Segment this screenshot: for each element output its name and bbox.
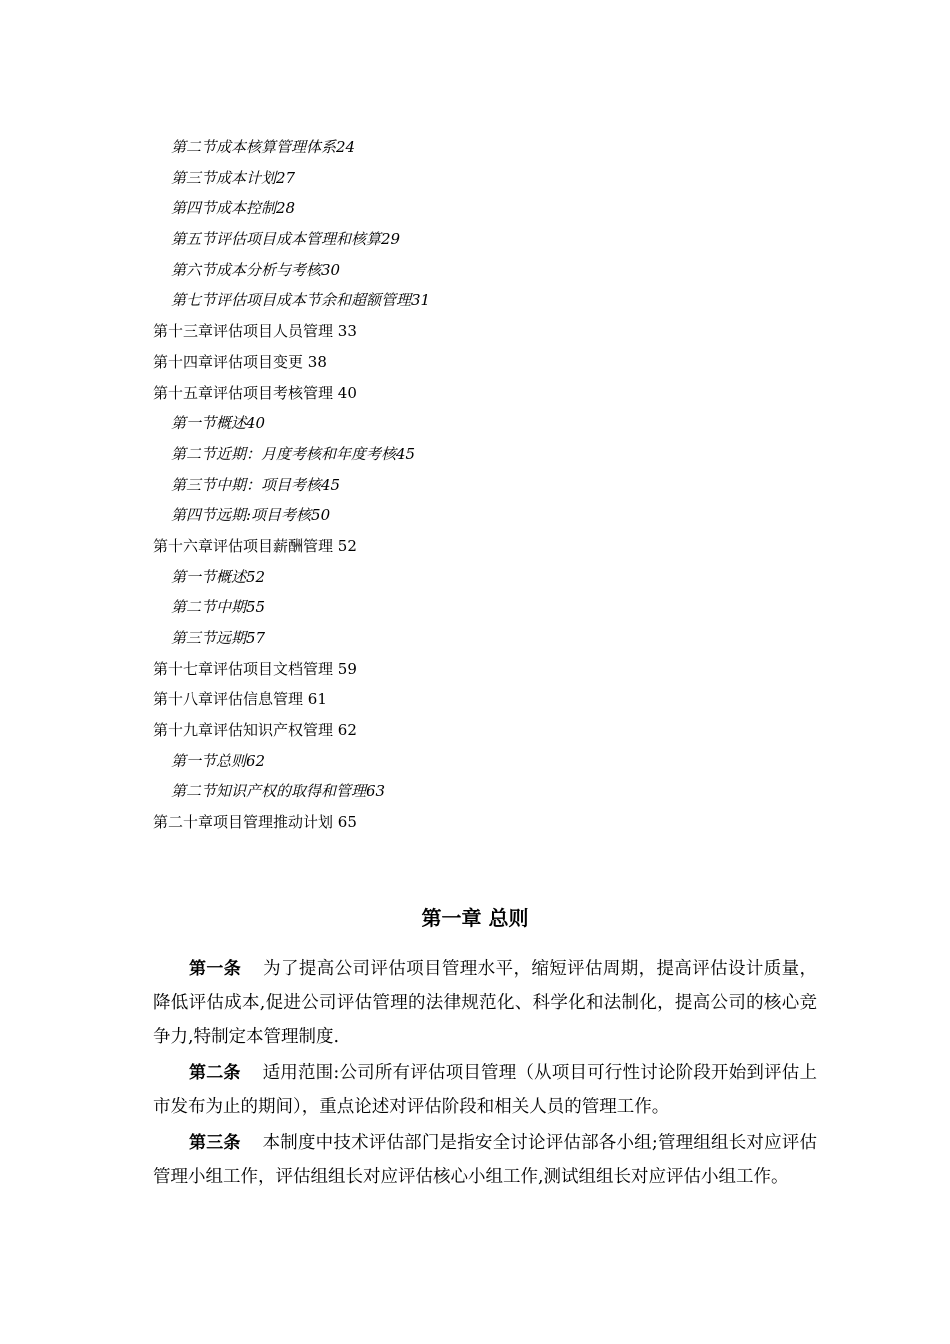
table-of-contents <box>153 132 753 838</box>
toc-entry: 第五节评估项目成本管理和核算29 <box>171 230 401 249</box>
article-label: 第二条 <box>189 1063 241 1083</box>
article-2 <box>153 1056 817 1124</box>
toc-entry: 第十七章评估项目文档管理 59 <box>153 659 357 678</box>
toc-entry: 第六节成本分析与考核30 <box>171 260 341 279</box>
toc-entry: 第三节中期：项目考核45 <box>171 475 341 494</box>
article-label: 第一条 <box>189 959 242 979</box>
toc-entry: 第十五章评估项目考核管理 40 <box>153 383 357 402</box>
toc-entry: 第二节成本核算管理体系24 <box>171 138 356 156</box>
toc-entry: 第一节概述52 <box>171 567 266 586</box>
toc-entry: 第十六章评估项目薪酬管理 52 <box>153 536 357 555</box>
toc-entry: 第七节评估项目成本节余和超额管理31 <box>171 291 431 310</box>
article-text: 本制度中技术评估部门是指安全讨论评估部各小组;管理组组长对应评估管理小组工作，评估组组长对应评估核心小组工作,测试组组长对应评估小组工作。 <box>153 1133 817 1187</box>
toc-entry: 第十八章评估信息管理 61 <box>153 690 327 709</box>
toc-entry: 第十四章评估项目变更 38 <box>153 352 327 371</box>
article-text: 适用范围:公司所有评估项目管理（从项目可行性讨论阶段开始到评估上市发布为止的期间），重点论述对评估阶段和相关人员的管理工作。 <box>153 1063 817 1117</box>
chapter-body <box>153 952 817 1194</box>
toc-entry: 第三节远期57 <box>171 629 266 647</box>
toc-entry: 第三节成本计划27 <box>171 168 296 187</box>
toc-entry: 第四节远期:项目考核50 <box>171 506 331 525</box>
toc-entry: 第十三章评估项目人员管理 33 <box>153 322 357 341</box>
article-3 <box>153 1126 817 1194</box>
toc-entry: 第十九章评估知识产权管理 62 <box>153 721 357 740</box>
chapter-title: 第一章 总则 <box>421 906 529 930</box>
article-1 <box>153 952 817 1054</box>
toc-entry: 第一节概述40 <box>171 414 266 433</box>
toc-entry: 第二节知识产权的取得和管理63 <box>171 782 386 801</box>
toc-entry: 第二十章项目管理推动计划 65 <box>153 813 357 832</box>
article-text: 为了提高公司评估项目管理水平，缩短评估周期，提高评估设计质量，降低评估成本,促进公司评估管理的法律规范化、科学化和法制化，提高公司的核心竞争力,特制定本管理制度. <box>153 959 818 1047</box>
toc-entry: 第二节中期55 <box>171 598 266 617</box>
toc-entry: 第一节总则62 <box>171 751 266 770</box>
toc-entry: 第二节近期：月度考核和年度考核45 <box>171 444 416 463</box>
article-label: 第三条 <box>189 1133 241 1153</box>
toc-entry: 第四节成本控制28 <box>171 199 296 218</box>
